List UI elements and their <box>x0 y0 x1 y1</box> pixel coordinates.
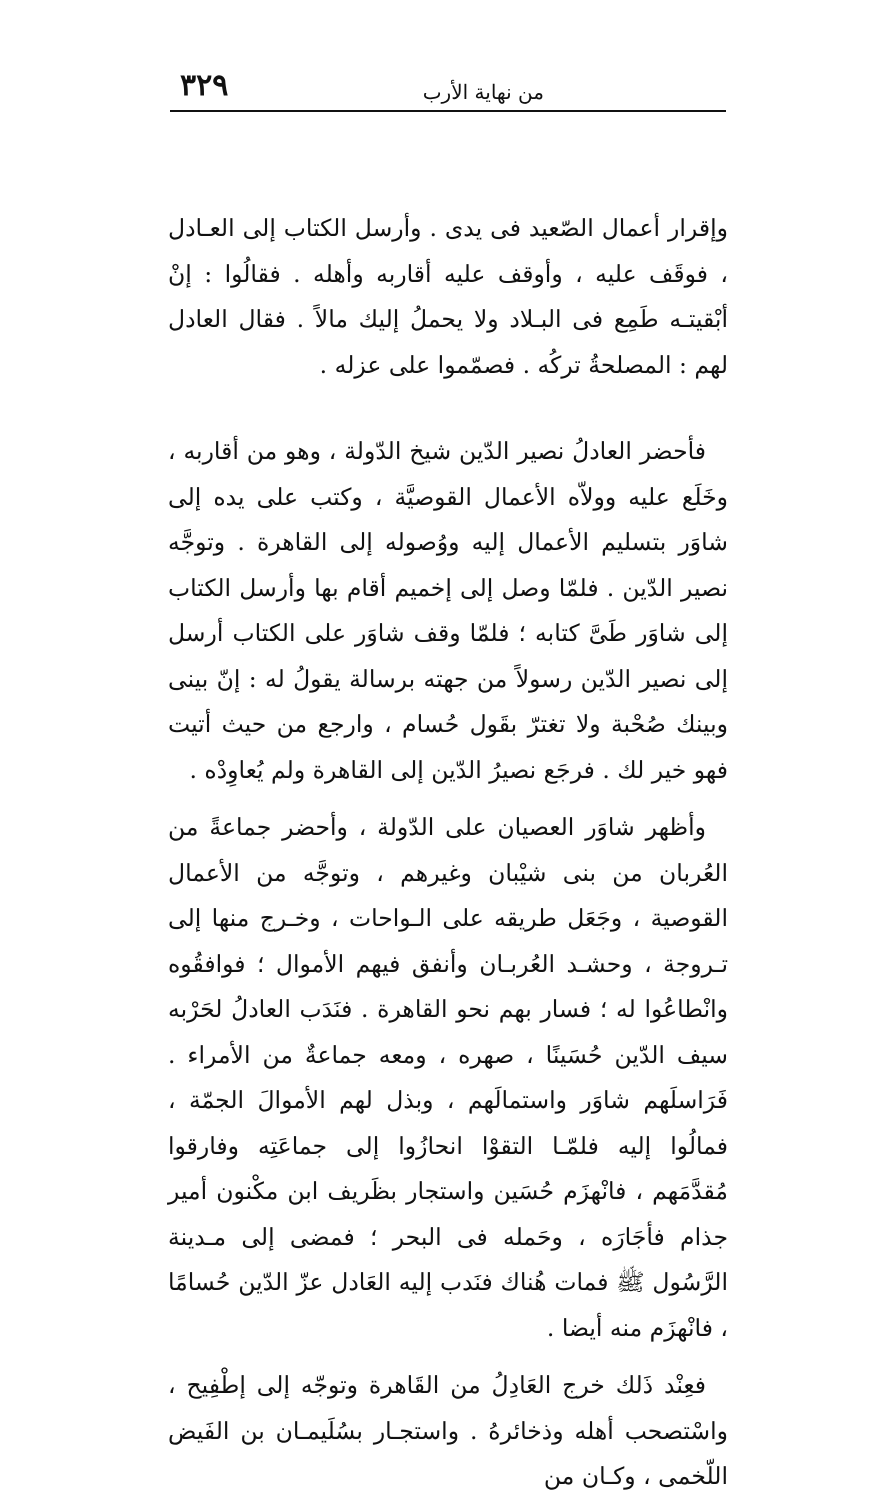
paragraph: وإقرار أعمال الصّعيد فى يدى . وأرسل الكتاب إلى العـادل ، فوقَف عليه ، وأوقف عليه أقاربه وأهله . فقالُوا : إنْ أبْقيتـه طَمِع فى البـلاد ولا يحملُ إليك مالاً . فقال العادل لهم : المصلحةُ تركُه . فصمّموا على عزله . <box>168 214 728 379</box>
page-number: ٣٢٩ <box>180 68 229 103</box>
header-rule <box>170 110 726 112</box>
running-title: من نهاية الأرب <box>422 80 544 104</box>
running-header <box>170 62 726 110</box>
paragraph: فعِنْد ذَلك خرج العَادِلُ من القَاهرة وتوجّه إلى إطْفِيح ، واسْتصحب أهله وذخائرهُ . واستجـار بسُلَيمـان بن الفَيض اللّخمى ، وكـان من <box>168 1371 728 1490</box>
paragraph: وأظهر شاوَر العصيان على الدّولة ، وأحضر جماعةً من العُربان من بنى شيْبان وغيرهم ، وتوجَّه من الأعمال القوصية ، وجَعَل طريقه على الـواحات ، وخـرج منها إلى تـروجة ، وحشـد العُربـان وأنفق فيهم الأموال ؛ فوافقُوه وانْطاعُوا له ؛ فسار بهم نحو القاهرة . فنَدَب العادلُ لحَرْبه سيف الدّين حُسَينًا ، صهره ، ومعه جماعةٌ من الأمراء . فَرَاسلَهم شاوَر واستمالَهم ، وبذل لهم الأموالَ الجمّة ، فمالُوا إليه فلمّـا التقوْا انحازُوا إلى جماعَتِه وفارقوا مُقدَّمَهم ، فانْهزَم حُسَين واستجار بظَريف ابن مكْنون أمير جذام فأجَارَه ، وحَمله فى البحر ؛ فمضى إلى مـدينة الرَّسُول ﷺ فمات هُناك فنَدب إليه العَادل عزّ الدّين حُسامًا ، فانْهزَم منه أيضا . <box>168 813 728 1342</box>
paragraph: فأحضر العادلُ نصير الدّين شيخ الدّولة ، وهو من أقاربه ، وخَلَع عليه وولاّه الأعمال القوصيَّة ، وكتب على يده إلى شاوَر بتسليم الأعمال إليه ووُصوله إلى القاهرة . وتوجَّه نصير الدّين . فلمّا وصل إلى إخميم أقام بها وأرسل الكتاب إلى شاوَر طَىَّ كتابه ؛ فلمّا وقف شاوَر على الكتاب أرسل إلى نصير الدّين رسولاً من جهته برسالة يقولُ له : إنّ بينى وبينك صُحْبة ولا تغترّ بقَول حُسام ، وارجع من حيث أتيت فهو خير لك . فرجَع نصيرُ الدّين إلى القاهرة ولم يُعاوِدْه . <box>168 437 728 784</box>
body-text <box>168 206 728 1500</box>
